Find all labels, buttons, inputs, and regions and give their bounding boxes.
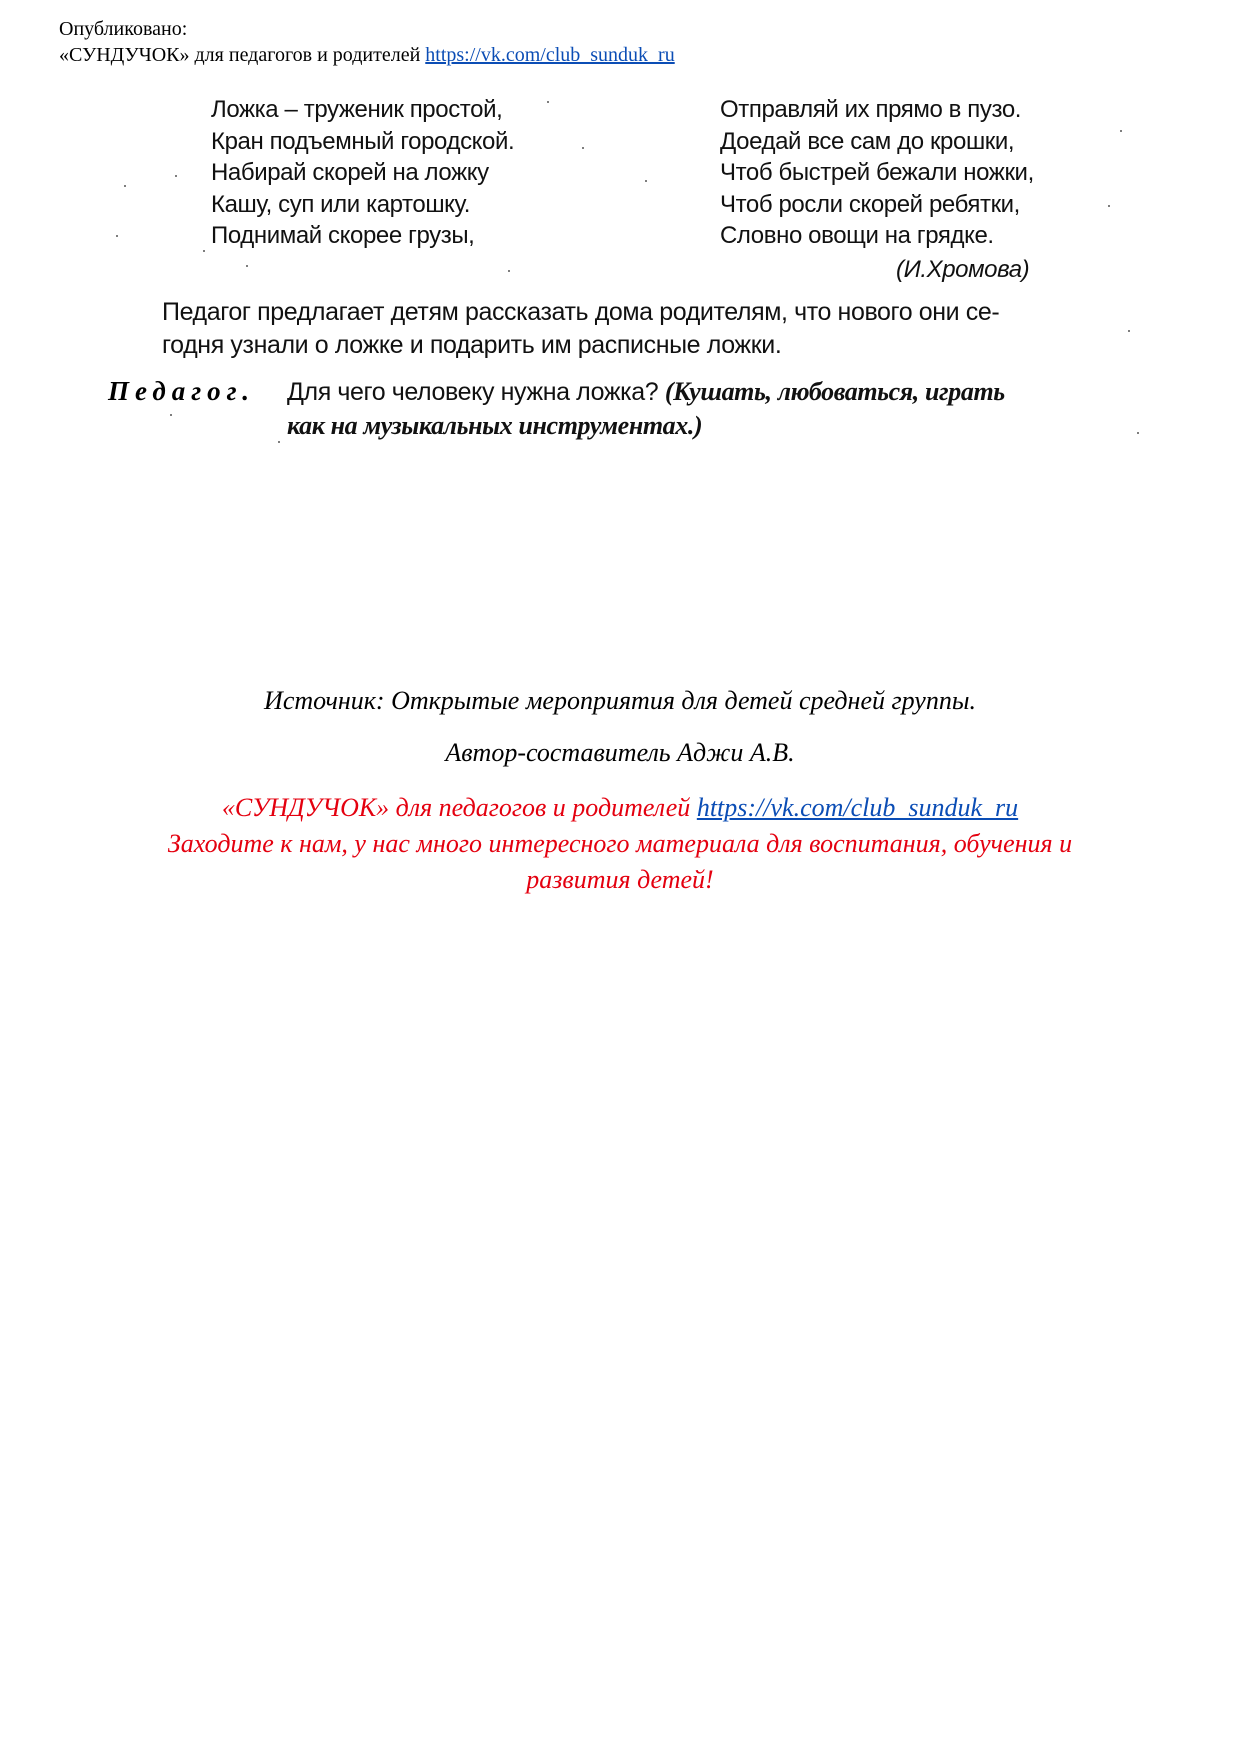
scan-speck	[1120, 130, 1122, 132]
answer-text: (Кушать, любоваться, играть	[664, 377, 1005, 406]
poem-line: Ложка – труженик простой,	[211, 96, 503, 123]
poem-line: Чтоб росли скорей ребятки,	[720, 190, 1020, 218]
teacher-question-block	[287, 375, 1147, 443]
scan-speck	[175, 175, 177, 177]
poem-line: Кашу, суп или картошку.	[211, 190, 471, 218]
poem-line: Отправляй их прямо в пузо.	[720, 96, 1022, 123]
scan-speck	[547, 101, 549, 103]
footer-brand: «СУНДУЧОК» для педагогов и родителей	[221, 793, 697, 822]
scan-speck	[1137, 432, 1139, 434]
scan-speck	[645, 180, 647, 182]
answer-continuation: как на музыкальных инструментах.)	[287, 411, 703, 440]
source-line: Источник: Открытые мероприятия для детей средней группы.	[264, 686, 976, 715]
poem-author: (И.Хромова)	[896, 256, 1030, 283]
poem-line: Доедай все сам до крошки,	[720, 127, 1015, 155]
scan-speck	[1108, 205, 1110, 207]
paragraph-line: годня узнали о ложке и подарить им расписные ложки.	[162, 331, 782, 359]
scan-speck	[124, 185, 126, 187]
published-label: Опубликовано:	[59, 18, 188, 40]
poem-left-column	[211, 94, 514, 252]
scan-speck	[1128, 330, 1130, 332]
poem-line: Кран подъемный городской.	[211, 127, 515, 155]
publication-header	[59, 16, 675, 68]
footer-promo	[0, 790, 1240, 898]
scan-speck	[582, 147, 584, 149]
poem-line: Словно овощи на грядке.	[720, 222, 994, 249]
compiler-line: Автор-составитель Аджи А.В.	[445, 738, 795, 767]
footer-brand-line	[0, 790, 1240, 826]
footer-link[interactable]: https://vk.com/club_sunduk_ru	[696, 793, 1019, 822]
scan-speck	[116, 235, 118, 237]
poem-line: Чтоб быстрей бежали ножки,	[720, 159, 1034, 186]
publisher-name: «СУНДУЧОК» для педагогов и родителей	[59, 44, 426, 66]
footer-invite-line: Заходите к нам, у нас много интересного материала для воспитания, обучения и	[167, 829, 1073, 858]
question-line	[287, 375, 1147, 409]
footer-invite-line: развития детей!	[526, 865, 714, 894]
poem-line: Поднимай скорее грузы,	[211, 222, 475, 249]
scan-speck	[203, 250, 205, 252]
question-text: Для чего человеку нужна ложка?	[287, 378, 665, 406]
publisher-link[interactable]: https://vk.com/club_sunduk_ru	[425, 44, 675, 66]
scan-speck	[246, 265, 248, 267]
speaker-label: Педагог.	[108, 376, 256, 406]
poem-line: Набирай скорей на ложку	[211, 159, 489, 186]
scan-speck	[278, 441, 280, 443]
paragraph-line: Педагог предлагает детям рассказать дома родителям, что нового они се-	[162, 298, 1000, 326]
body-paragraph	[162, 296, 1142, 362]
publisher-line	[59, 42, 675, 68]
scan-speck	[170, 414, 172, 416]
scan-speck	[508, 270, 510, 272]
poem-right-column	[720, 94, 1034, 252]
